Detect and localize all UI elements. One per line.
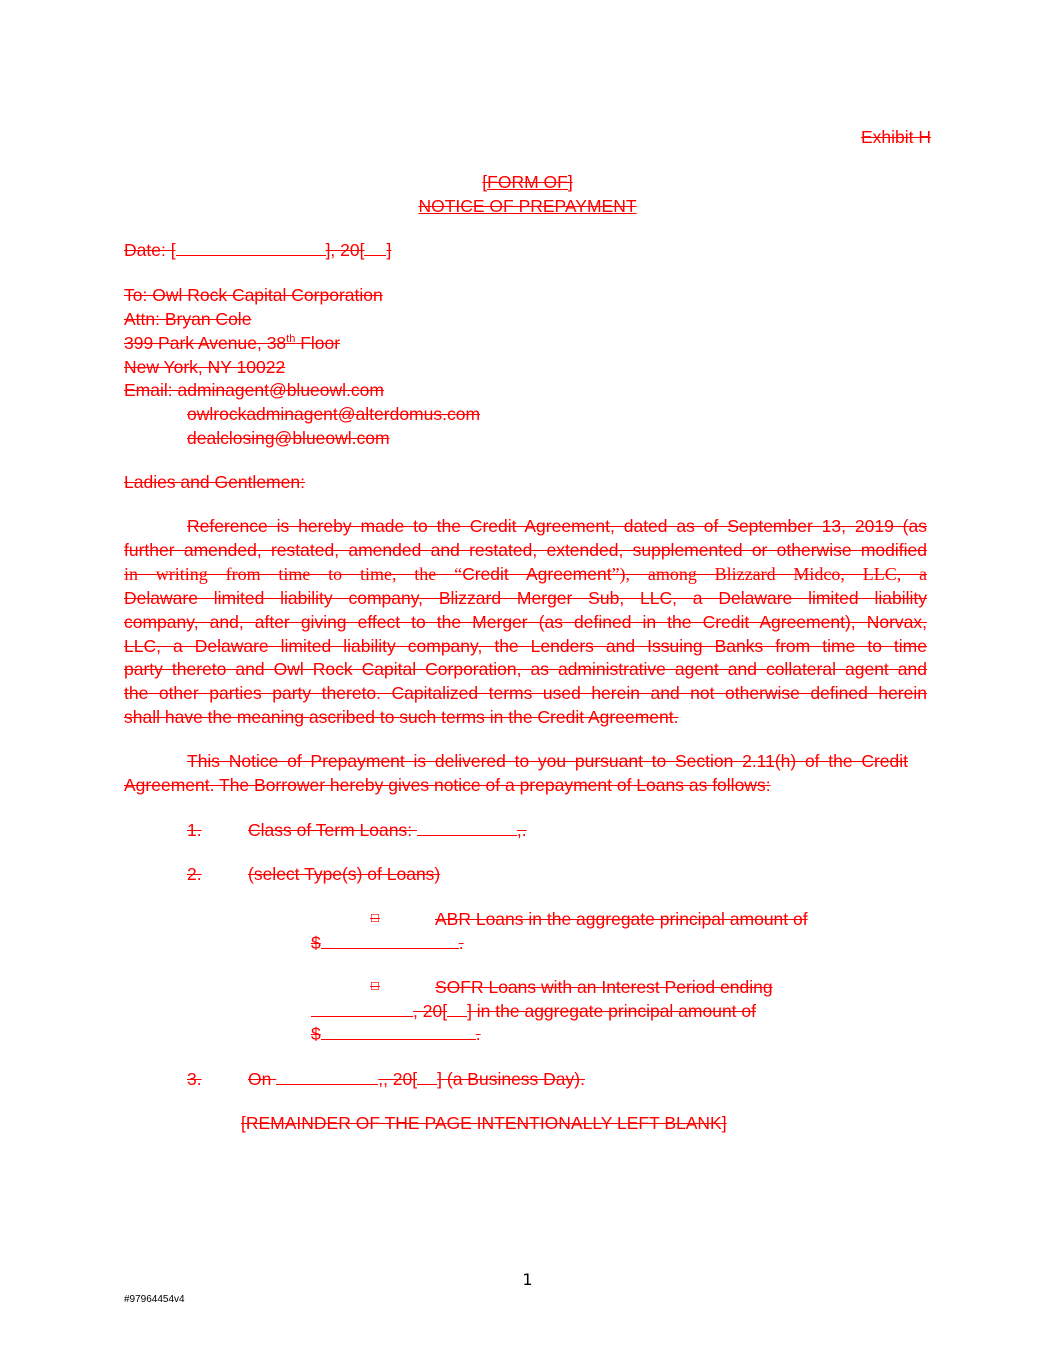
sofr-amount-blank bbox=[321, 1022, 476, 1040]
document-title: NOTICE OF PREPAYMENT bbox=[418, 196, 637, 216]
para1-seg: in writing from time to time, the “ bbox=[124, 564, 463, 584]
para1-line: company, and, after giving effect to the Merger (as defined in the Credit Agreement), Norvax, bbox=[124, 612, 927, 632]
address-city: New York, NY 10022 bbox=[124, 357, 286, 377]
para2-line: This Notice of Prepayment is delivered to you pursuant to Section 2.11(h) of the Credit bbox=[187, 751, 908, 771]
sofr-date-line bbox=[311, 999, 756, 1023]
period: . bbox=[458, 933, 464, 953]
address-email-2: owlrockadminagent@alterdomus.com bbox=[187, 404, 481, 424]
sofr-date-blank bbox=[311, 999, 413, 1017]
sofr-amount-line bbox=[311, 1022, 481, 1046]
date-mid: ], 20[ bbox=[325, 240, 365, 260]
item-mid: ,, 20[ bbox=[378, 1069, 418, 1089]
remainder-blank-notice: [REMAINDER OF THE PAGE INTENTIONALLY LEFT BLANK] bbox=[241, 1113, 727, 1133]
on-year-blank bbox=[417, 1067, 437, 1085]
abr-amount-line bbox=[311, 931, 464, 955]
class-blank bbox=[417, 818, 517, 836]
address-to: To: Owl Rock Capital Corporation bbox=[124, 285, 383, 305]
sofr-year: , 20[ bbox=[413, 1001, 448, 1021]
title-form-of: [FORM OF] bbox=[482, 172, 573, 192]
item-text: Class of Term Loans: bbox=[248, 820, 417, 840]
period: . bbox=[475, 1024, 481, 1044]
date-label: Date: [ bbox=[124, 240, 176, 260]
item-class-of-term-loans bbox=[248, 818, 527, 842]
checkbox-sofr[interactable]: ☐ bbox=[370, 981, 380, 993]
item-number: 3. bbox=[187, 1069, 202, 1089]
date-blank bbox=[176, 238, 326, 256]
year-blank bbox=[364, 238, 386, 256]
para1-seg: ”), among Blizzard Midco, LLC, a bbox=[611, 564, 927, 584]
dollar: $ bbox=[311, 1024, 321, 1044]
checkbox-abr[interactable]: ☐ bbox=[370, 913, 380, 925]
para1-line: Reference is hereby made to the Credit Agreement, dated as of September 13, 2019 (as bbox=[187, 516, 927, 536]
address-email: Email: adminagent@blueowl.com bbox=[124, 380, 384, 400]
para2-line: Agreement. The Borrower hereby gives notice of a prepayment of Loans as follows: bbox=[124, 775, 771, 795]
address-street bbox=[124, 331, 340, 355]
option-abr: ABR Loans in the aggregate principal amount of bbox=[435, 909, 808, 929]
item-end: ] (a Business Day). bbox=[437, 1069, 585, 1089]
document-id: #97964454v4 bbox=[124, 1294, 185, 1305]
item-select-type: (select Type(s) of Loans) bbox=[248, 864, 441, 884]
item-business-day bbox=[248, 1067, 585, 1091]
exhibit-label: Exhibit H bbox=[860, 127, 931, 147]
street: 399 Park Avenue, 38 bbox=[124, 333, 287, 353]
para1-line: shall have the meaning ascribed to such terms in the Credit Agreement. bbox=[124, 707, 679, 727]
abr-amount-blank bbox=[321, 931, 459, 949]
salutation: Ladies and Gentlemen: bbox=[124, 472, 305, 492]
street-floor: Floor bbox=[295, 333, 341, 353]
para1-line: Delaware limited liability company, Blizzard Merger Sub, LLC, a Delaware limited liability bbox=[124, 588, 927, 608]
para1-line: the other parties party thereto. Capitalized terms used herein and not otherwise defined herein bbox=[124, 683, 927, 703]
address-email-3: dealclosing@blueowl.com bbox=[187, 428, 390, 448]
para1-line bbox=[124, 562, 927, 586]
item-number: 2. bbox=[187, 864, 202, 884]
sofr-text: ] in the aggregate principal amount of bbox=[467, 1001, 757, 1021]
date-end: ] bbox=[386, 240, 392, 260]
defined-term: Credit Agreement bbox=[462, 564, 612, 584]
street-sup: th bbox=[286, 333, 296, 346]
date-line bbox=[124, 238, 391, 262]
on-date-blank bbox=[276, 1067, 378, 1085]
address-attn: Attn: Bryan Cole bbox=[124, 309, 252, 329]
option-sofr: SOFR Loans with an Interest Period ending bbox=[435, 977, 773, 997]
item-end: ,. bbox=[516, 820, 527, 840]
item-number: 1. bbox=[187, 820, 202, 840]
para1-line: party thereto and Owl Rock Capital Corporation, as administrative agent and collateral agent and bbox=[124, 659, 927, 679]
para1-line: LLC, a Delaware limited liability company, the Lenders and Issuing Banks from time to time bbox=[124, 636, 927, 656]
sofr-year-blank bbox=[447, 999, 467, 1017]
item-text: On bbox=[248, 1069, 277, 1089]
dollar: $ bbox=[311, 933, 321, 953]
para1-line: further amended, restated, amended and restated, extended, supplemented or otherwise modified bbox=[124, 540, 927, 560]
page-number: 1 bbox=[522, 1270, 533, 1289]
